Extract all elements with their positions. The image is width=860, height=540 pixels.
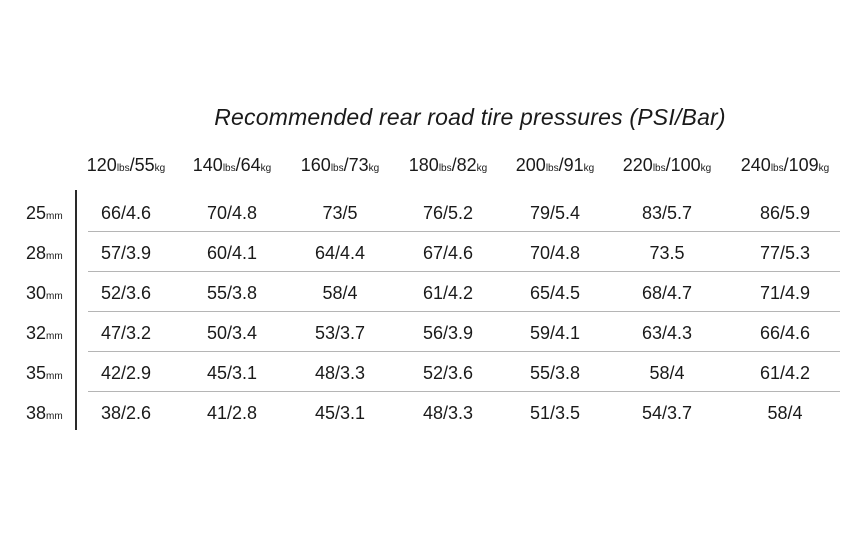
row-label — [26, 233, 63, 273]
column-header-lbs-unit: lbs — [438, 163, 452, 174]
table-cell: 50/3.4 — [206, 323, 258, 343]
table-cell: 45/3.1 — [314, 403, 366, 423]
table-cell: 83/5.7 — [641, 203, 693, 223]
table-cell: 59/4.1 — [529, 323, 581, 343]
row-label-width: 25 — [26, 203, 47, 223]
table-cell: 58/4 — [649, 363, 685, 383]
column-header — [612, 155, 722, 176]
table-cell: 48/3.3 — [314, 363, 366, 383]
table-cell: 47/3.2 — [100, 323, 152, 343]
table-cell: 73/5 — [322, 203, 358, 223]
row-divider — [88, 391, 840, 392]
table-row — [0, 193, 860, 233]
column-header-kg-unit: kg — [368, 163, 380, 174]
table-cell: 53/3.7 — [314, 323, 366, 343]
column-header-lbs-unit: lbs — [770, 163, 784, 174]
table-cell: 70/4.8 — [206, 203, 258, 223]
column-header-lbs: 240 — [740, 155, 771, 175]
column-header-kg: /100 — [665, 155, 701, 175]
column-header-lbs-unit: lbs — [652, 163, 666, 174]
column-header-kg-unit: kg — [476, 163, 488, 174]
table-row — [0, 353, 860, 393]
column-header-lbs-unit: lbs — [222, 163, 236, 174]
row-label — [26, 313, 63, 353]
column-header-lbs: 120 — [86, 155, 117, 175]
column-header — [177, 155, 287, 176]
row-label — [26, 193, 63, 233]
column-header — [285, 155, 395, 176]
table-cell: 55/3.8 — [529, 363, 581, 383]
table-row — [0, 233, 860, 273]
column-header-kg-unit: kg — [700, 163, 712, 174]
table-cell: 52/3.6 — [100, 283, 152, 303]
table-cell: 45/3.1 — [206, 363, 258, 383]
row-label-width: 28 — [26, 243, 47, 263]
column-header-lbs-unit: lbs — [116, 163, 130, 174]
table-row — [0, 313, 860, 353]
column-header-lbs-unit: lbs — [545, 163, 559, 174]
column-header-kg: /55 — [129, 155, 155, 175]
table-cell: 73.5 — [649, 243, 685, 263]
row-label-unit: mm — [46, 411, 63, 422]
table-cell: 54/3.7 — [641, 403, 693, 423]
column-header — [730, 155, 840, 176]
row-divider — [88, 271, 840, 272]
column-header-kg: /109 — [783, 155, 819, 175]
table-cell: 65/4.5 — [529, 283, 581, 303]
table-cell: 51/3.5 — [529, 403, 581, 423]
table-cell: 79/5.4 — [529, 203, 581, 223]
table-cell: 48/3.3 — [422, 403, 474, 423]
table-cell: 66/4.6 — [759, 323, 811, 343]
table-cell: 67/4.6 — [422, 243, 474, 263]
row-label-unit: mm — [46, 211, 63, 222]
column-header-kg: /73 — [343, 155, 369, 175]
column-header — [71, 155, 181, 176]
table-title: Recommended rear road tire pressures (PSI/Bar) — [214, 104, 726, 130]
table-cell: 77/5.3 — [759, 243, 811, 263]
column-header — [393, 155, 503, 176]
table-cell: 63/4.3 — [641, 323, 693, 343]
table-cell: 60/4.1 — [206, 243, 258, 263]
column-header-lbs-unit: lbs — [330, 163, 344, 174]
table-cell: 41/2.8 — [206, 403, 258, 423]
table-cell: 56/3.9 — [422, 323, 474, 343]
table-cell: 38/2.6 — [100, 403, 152, 423]
table-cell: 61/4.2 — [759, 363, 811, 383]
table-cell: 58/4 — [767, 403, 803, 423]
column-header-kg-unit: kg — [260, 163, 272, 174]
row-label-unit: mm — [46, 291, 63, 302]
table-row — [0, 273, 860, 313]
row-label-width: 38 — [26, 403, 47, 423]
row-divider — [88, 311, 840, 312]
column-header-kg-unit: kg — [154, 163, 166, 174]
column-header-lbs: 220 — [622, 155, 653, 175]
column-header-lbs: 160 — [300, 155, 331, 175]
row-label — [26, 273, 63, 313]
table-cell: 71/4.9 — [759, 283, 811, 303]
table-cell: 66/4.6 — [100, 203, 152, 223]
table-cell: 57/3.9 — [100, 243, 152, 263]
column-header-kg: /64 — [235, 155, 261, 175]
column-header-lbs: 180 — [408, 155, 439, 175]
column-header-kg: /82 — [451, 155, 477, 175]
row-divider — [88, 351, 840, 352]
table-cell: 76/5.2 — [422, 203, 474, 223]
table-cell: 61/4.2 — [422, 283, 474, 303]
column-header-lbs: 140 — [192, 155, 223, 175]
column-header-kg: /91 — [558, 155, 584, 175]
column-header-lbs: 200 — [515, 155, 546, 175]
table-cell: 68/4.7 — [641, 283, 693, 303]
row-label-unit: mm — [46, 331, 63, 342]
column-header — [500, 155, 610, 176]
row-label-unit: mm — [46, 251, 63, 262]
table-cell: 58/4 — [322, 283, 358, 303]
table-cell: 64/4.4 — [314, 243, 366, 263]
row-divider — [88, 231, 840, 232]
table-row — [0, 393, 860, 433]
table-cell: 86/5.9 — [759, 203, 811, 223]
table-cell: 55/3.8 — [206, 283, 258, 303]
table-cell: 42/2.9 — [100, 363, 152, 383]
row-label-width: 35 — [26, 363, 47, 383]
row-label-unit: mm — [46, 371, 63, 382]
table-cell: 52/3.6 — [422, 363, 474, 383]
table-cell: 70/4.8 — [529, 243, 581, 263]
column-header-kg-unit: kg — [818, 163, 830, 174]
row-label — [26, 393, 63, 433]
column-header-kg-unit: kg — [583, 163, 595, 174]
row-label-width: 32 — [26, 323, 47, 343]
row-label — [26, 353, 63, 393]
row-label-width: 30 — [26, 283, 47, 303]
